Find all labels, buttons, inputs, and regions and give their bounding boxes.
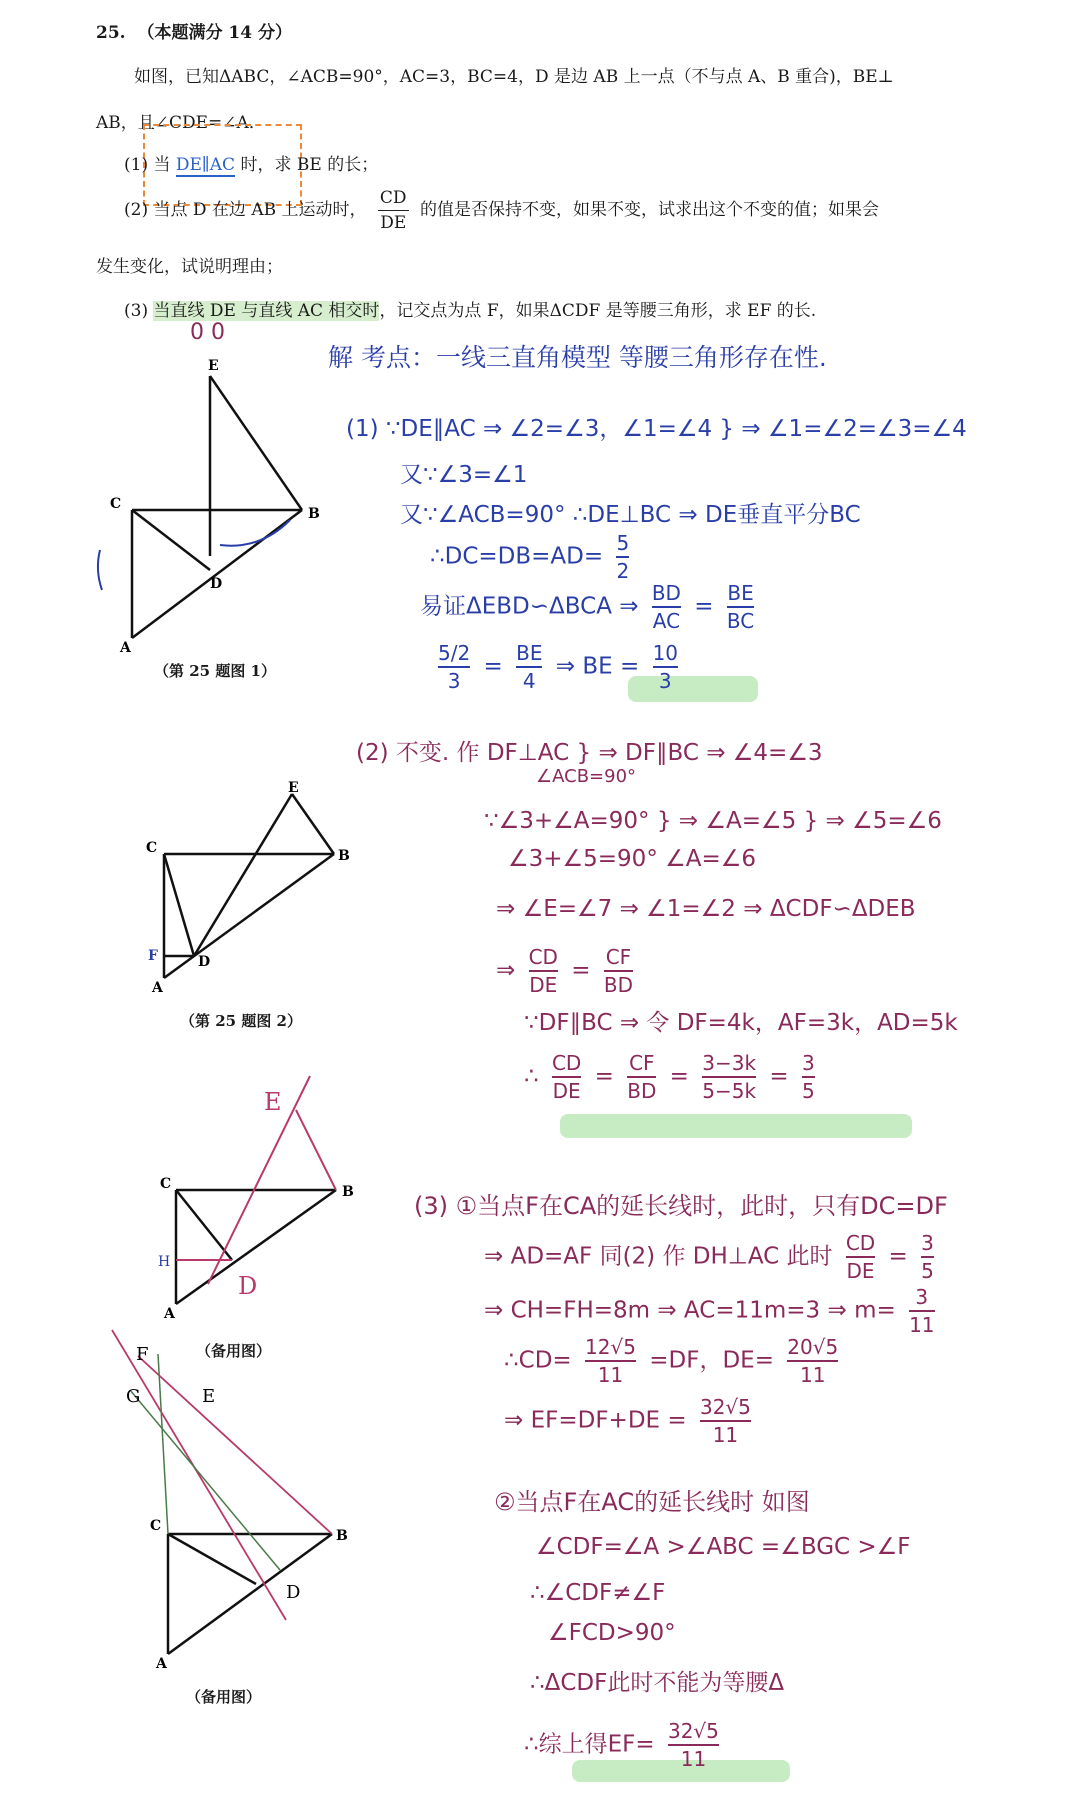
hw-s2-line1: (2) 不变. 作 DF⊥AC } ⇒ DF∥BC ⇒ ∠4=∠3 bbox=[356, 740, 823, 766]
fig4-label-d: D bbox=[286, 1582, 301, 1603]
fig4-side-ab bbox=[168, 1534, 332, 1654]
hw-s3-line5: ⇒ EF=DF+DE = $\frac{32√5}{11}$ bbox=[504, 1395, 751, 1447]
hw-s3-line4: ∴CD= $\frac{12√5}{11}$ =DF，DE= $\frac{20√5}{11}$ bbox=[504, 1335, 839, 1387]
figure-4 bbox=[110, 1320, 370, 1680]
hw-s3-line2: ⇒ AD=AF 同(2) 作 DH⊥AC 此时 $\frac{CD}{DE}$ = $\frac{3}{5}$ bbox=[484, 1231, 934, 1283]
fig3-label-h: H bbox=[158, 1254, 171, 1270]
fig4-label-g: G bbox=[126, 1386, 141, 1407]
fig3-label-a: A bbox=[164, 1306, 175, 1322]
hw-s2-line7: ∴ $\frac{CD}{DE}$ = $\frac{CF}{BD}$ = $\frac{3-3k}{5-5k}$ = $\frac{3}{5}$ bbox=[524, 1051, 815, 1103]
fig3-label-e: E bbox=[264, 1088, 282, 1116]
hw-s3-line1: (3) ①当点F在CA的延长线时，此时，只有DC=DF bbox=[414, 1192, 948, 1220]
hw-s1-line1: (1) ∵DE∥AC ⇒ ∠2=∠3，∠1=∠4 } ⇒ ∠1=∠2=∠3=∠4 bbox=[346, 416, 967, 442]
fig2-label-c: C bbox=[146, 840, 158, 856]
question-2: (2) 当点 D 在边 AB 上运动时， $\frac{CD}{DE}$ 的值是否保持不变，如果不变，试求出这个不变的值；如果会 bbox=[124, 188, 879, 233]
q1-condition: DE∥AC bbox=[175, 155, 236, 175]
problem-score: （本题满分 14 分） bbox=[137, 23, 292, 43]
fig2-line-cd bbox=[164, 854, 194, 956]
fig4-label-f: F bbox=[136, 1344, 149, 1365]
hw-s1-line3: 又∵∠ACB=90° ∴DE⊥BC ⇒ DE垂直平分BC bbox=[400, 502, 861, 528]
hw-s3-line11: ∴综上得EF= $\frac{32√5}{11}$ bbox=[524, 1719, 719, 1771]
fig4-line-df bbox=[112, 1330, 286, 1620]
problem-intro-line2: AB，且∠CDE=∠A． bbox=[96, 113, 266, 133]
fig1-line-be bbox=[210, 376, 302, 510]
figure-1-caption: （第 25 题图 1） bbox=[154, 662, 276, 680]
hw-s3-line6: ②当点F在AC的延长线时 如图 bbox=[494, 1488, 810, 1516]
fig2-line-de bbox=[194, 794, 292, 956]
figure-2-caption: （第 25 题图 2） bbox=[180, 1012, 302, 1030]
hw-s1-line4: ∴DC=DB=AD= $\frac{5}{2}$ bbox=[430, 531, 630, 583]
figure-3 bbox=[120, 1070, 380, 1350]
fig3-line-de bbox=[208, 1076, 310, 1284]
hw-s3-line3: ⇒ CH=FH=8m ⇒ AC=11m=3 ⇒ m= $\frac{3}{11}$ bbox=[484, 1285, 935, 1337]
question-2-line2: 发生变化，试说明理由； bbox=[96, 257, 283, 277]
hw-s1-line6: $\frac{5/2}{3}$ = $\frac{BE}{4}$ ⇒ BE = $\frac{10}{3}$ bbox=[438, 641, 679, 693]
figure-2 bbox=[130, 780, 380, 1000]
hw-s2-line5: ⇒ $\frac{CD}{DE}$ = $\frac{CF}{BD}$ bbox=[496, 945, 633, 997]
hw-s2-line1b: ∠ACB=90° bbox=[536, 766, 637, 787]
hw-s2-line4: ⇒ ∠E=∠7 ⇒ ∠1=∠2 ⇒ ΔCDF∽ΔDEB bbox=[496, 896, 916, 922]
figure-4-caption: （备用图） bbox=[186, 1688, 262, 1706]
fig1-line-cd bbox=[132, 510, 210, 570]
fig3-label-c: C bbox=[160, 1176, 172, 1192]
fig2-label-f: F bbox=[148, 948, 158, 964]
fig4-label-b: B bbox=[336, 1528, 348, 1544]
hw-s2-line6: ∵DF∥BC ⇒ 令 DF=4k，AF=3k，AD=5k bbox=[524, 1010, 958, 1036]
fig1-label-d: D bbox=[210, 576, 223, 592]
q2-fraction: $\frac{CD}{DE}$ bbox=[379, 188, 407, 233]
fig4-label-c: C bbox=[150, 1518, 162, 1534]
question-1: (1) 当 DE∥AC 时，求 BE 的长； bbox=[124, 155, 379, 175]
fig4-label-a: A bbox=[156, 1656, 167, 1672]
question-3: (3) 当直线 DE 与直线 AC 相交时，记交点为点 F，如果ΔCDF 是等腰三角形，求 EF 的长. bbox=[124, 301, 817, 321]
hw-s2-line3: ∠3+∠5=90° ∠A=∠6 bbox=[508, 846, 757, 872]
hw-s2-line2: ∵∠3+∠A=90° } ⇒ ∠A=∠5 } ⇒ ∠5=∠6 bbox=[484, 808, 942, 834]
fig2-label-d: D bbox=[198, 954, 211, 970]
fig2-line-be bbox=[292, 794, 334, 854]
fig1-label-c: C bbox=[110, 496, 122, 512]
fig3-label-b: B bbox=[342, 1184, 354, 1200]
hw-zeros: 0 0 bbox=[190, 320, 225, 345]
fig2-label-b: B bbox=[338, 848, 350, 864]
fig3-label-d: D bbox=[238, 1272, 258, 1300]
hw-s3-line9: ∠FCD>90° bbox=[548, 1620, 676, 1646]
fig1-label-a: A bbox=[120, 640, 131, 656]
fig2-label-e: E bbox=[288, 780, 299, 796]
figure-3-caption: （备用图） bbox=[196, 1342, 272, 1360]
fig4-label-e: E bbox=[202, 1386, 216, 1407]
q3-highlight: 当直线 DE 与直线 AC 相交时 bbox=[153, 301, 380, 321]
fig1-label-b: B bbox=[308, 506, 320, 522]
fig3-line-cd bbox=[176, 1190, 232, 1260]
fig3-line-be bbox=[296, 1110, 336, 1190]
fig2-label-a: A bbox=[152, 980, 163, 996]
hw-s3-line7: ∠CDF=∠A >∠ABC =∠BGC >∠F bbox=[536, 1534, 911, 1560]
fig1-label-e: E bbox=[208, 358, 219, 374]
fig2-side-ab bbox=[164, 854, 334, 978]
problem-number: 25. bbox=[96, 23, 126, 43]
hw-s3-line8: ∴∠CDF≠∠F bbox=[530, 1580, 666, 1606]
fig4-line-cd bbox=[168, 1534, 256, 1584]
problem-header bbox=[96, 18, 292, 43]
hw-header: 解 考点：一线三直角模型 等腰三角形存在性. bbox=[328, 343, 827, 372]
problem-intro-line1: 如图，已知ΔABC，∠ACB=90°，AC=3，BC=4，D 是边 AB 上一点（不与点 A、B 重合)，BE⊥ bbox=[134, 67, 894, 87]
hw-s1-line2: 又∵∠3=∠1 bbox=[400, 462, 528, 488]
hw-s2-highlight bbox=[560, 1114, 912, 1138]
hw-s1-line5: 易证ΔEBD∽ΔBCA ⇒ $\frac{BD}{AC}$ = $\frac{BE}{BC}$ bbox=[420, 581, 755, 633]
hw-s3-line10: ∴ΔCDF此时不能为等腰Δ bbox=[530, 1670, 785, 1696]
